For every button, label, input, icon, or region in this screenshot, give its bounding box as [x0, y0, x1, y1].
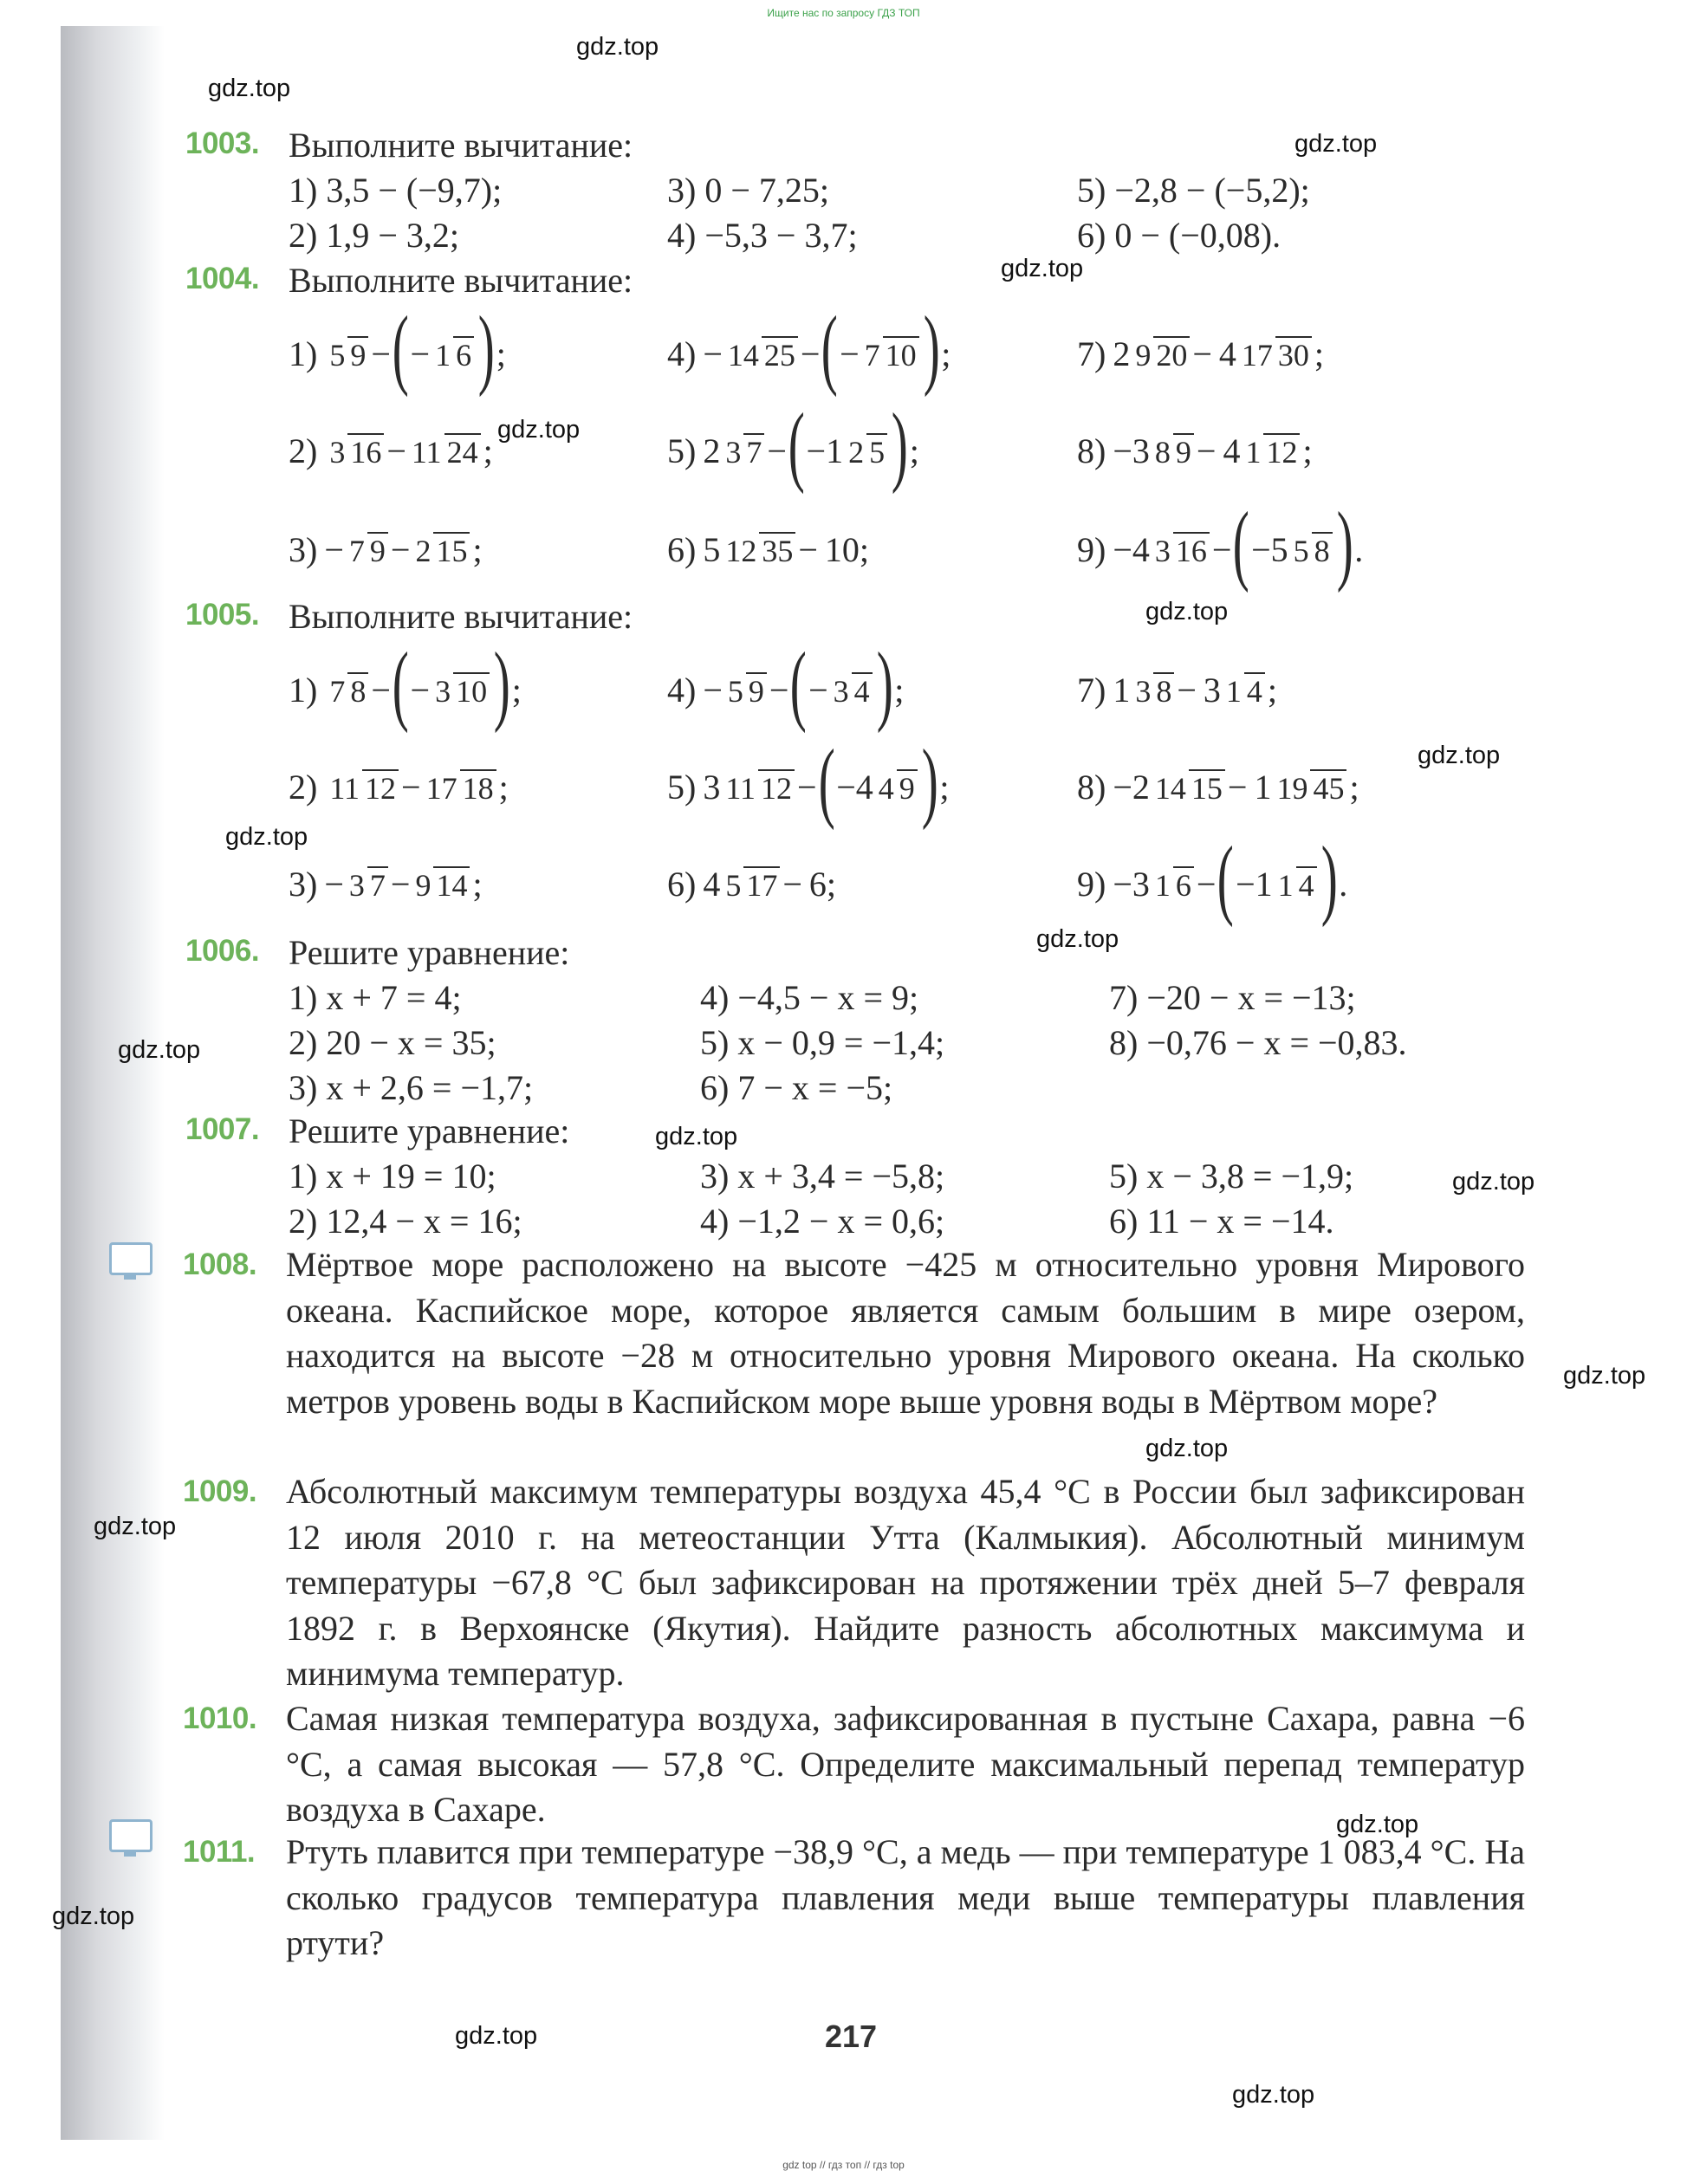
problem-number: 1008. [183, 1248, 257, 1281]
exercise-item: 3) 0 − 7,25; [667, 171, 829, 210]
expression-1005-8: 8) − 2 14 15 − 1 19 45 ; [1077, 767, 1359, 807]
problem-number: 1009. [183, 1474, 257, 1508]
watermark: gdz.top [1336, 1811, 1419, 1838]
exercise-item: 2) 20 − x = 35; [289, 1023, 496, 1062]
computer-icon [109, 1242, 152, 1275]
exercise-item: 2) 1,9 − 3,2; [289, 216, 459, 255]
expression-1005-4: 4) − 5 9 − ( − 3 4 ) ; [667, 634, 905, 734]
problem-number: 1007. [185, 1112, 260, 1146]
expression-1004-1: 1) 5 9 − ( − 1 6 ) ; [289, 298, 506, 398]
watermark: gdz.top [1001, 255, 1084, 282]
exercise-item: 1) x + 19 = 10; [289, 1157, 496, 1196]
problem-text: Абсолютный максимум температуры воздуха 45,4 °C в России был зафиксирован 12 июля 2010 г. на метеостанции Утта (Калмыкия). Абсолютный минимум температуры −67,8 °C был зафиксирован на протяжении трёх дней 5–7 февраля 1892 г. в Верхоянске (Якутия). Найдите разность абсолютных максимума и минимума температур. [286, 1472, 1525, 1693]
problem-number: 1010. [183, 1701, 257, 1735]
watermark: gdz.top [94, 1513, 177, 1540]
watermark: gdz.top [576, 33, 659, 61]
expression-1004-3: 3) − 7 9 − 2 15 ; [289, 529, 483, 569]
expression-1005-5: 5) 3 11 12 − ( − 4 4 9 ) ; [667, 731, 950, 831]
expression-1005-6: 6) 4 5 17 − 6 ; [667, 864, 837, 904]
watermark: gdz.top [1452, 1168, 1535, 1196]
exercise-item: 5) −2,8 − (−5,2); [1077, 171, 1310, 210]
problem-number: 1005. [185, 598, 260, 632]
exercise-item: 6) 7 − x = −5; [700, 1068, 893, 1107]
expression-1005-7: 7) 1 3 8 − 3 1 4 ; [1077, 670, 1278, 710]
watermark: gdz.top [1036, 925, 1119, 953]
problem-title: Выполните вычитание: [289, 597, 633, 636]
problem-text: Самая низкая температура воздуха, зафиксированная в пустыне Сахара, равна −6 °C, а самая высокая — 57,8 °C. Определите максимальный перепад температур воздуха в Сахаре. [286, 1699, 1525, 1829]
watermark: gdz.top [1294, 130, 1378, 158]
exercise-item: 8) −0,76 − x = −0,83. [1109, 1023, 1407, 1062]
exercise-item: 4) −4,5 − x = 9; [700, 978, 919, 1017]
exercise-item: 1) x + 7 = 4; [289, 978, 462, 1017]
exercise-item: 6) 0 − (−0,08). [1077, 216, 1281, 255]
problem-title: Выполните вычитание: [289, 126, 633, 165]
problem-number: 1003. [185, 126, 260, 160]
watermark: gdz.top [52, 1902, 135, 1930]
exercise-item: 3) x + 3,4 = −5,8; [700, 1157, 945, 1196]
problem-number: 1011. [183, 1835, 256, 1869]
problem-number: 1006. [185, 934, 260, 968]
expression-1004-4: 4) − 14 25 − ( − 7 10 ) ; [667, 298, 951, 398]
expression-1005-9: 9) − 3 1 6 − ( − 1 1 4 ) . [1077, 828, 1348, 928]
problem-title: Решите уравнение: [289, 1111, 570, 1150]
watermark: gdz.top [655, 1123, 738, 1150]
header-note: Ищите нас по запросу ГДЗ ТОП [767, 7, 920, 19]
exercise-item: 4) −1,2 − x = 0,6; [700, 1202, 945, 1241]
expression-1005-1: 1) 7 8 − ( − 3 10 ) ; [289, 634, 522, 734]
watermark: gdz.top [1418, 742, 1501, 769]
exercise-item: 3) x + 2,6 = −1,7; [289, 1068, 534, 1107]
exercise-item: 4) −5,3 − 3,7; [667, 216, 858, 255]
expression-1004-6: 6) 5 12 35 − 10 ; [667, 529, 870, 569]
expression-1004-5: 5) 2 3 7 − ( − 1 2 5 ) ; [667, 395, 919, 495]
exercise-item: 7) −20 − x = −13; [1109, 978, 1356, 1017]
watermark: gdz.top [497, 416, 581, 444]
expression-1004-9: 9) − 4 3 16 − ( − 5 5 8 ) . [1077, 494, 1364, 593]
expression-1005-3: 3) − 3 7 − 9 14 ; [289, 864, 483, 904]
exercise-item: 5) x − 0,9 = −1,4; [700, 1023, 945, 1062]
page-number: 217 [825, 2019, 878, 2054]
exercise-item: 6) 11 − x = −14. [1109, 1202, 1334, 1241]
problem-title: Решите уравнение: [289, 933, 570, 972]
watermark: gdz.top [208, 75, 291, 102]
watermark: gdz.top [455, 2022, 538, 2050]
watermark: gdz.top [225, 823, 308, 851]
expression-1004-8: 8) − 3 8 9 − 4 1 12 ; [1077, 431, 1313, 470]
problem-title: Выполните вычитание: [289, 261, 633, 300]
watermark: gdz.top [1145, 598, 1229, 625]
computer-icon [109, 1819, 152, 1852]
exercise-item: 5) x − 3,8 = −1,9; [1109, 1157, 1354, 1196]
exercise-item: 1) 3,5 − (−9,7); [289, 171, 503, 210]
problem-text: Ртуть плавится при температуре −38,9 °C, а медь — при температуре 1 083,4 °C. На сколько градусов температура плавления меди выше температуры плавления ртути? [286, 1832, 1525, 1962]
watermark: gdz.top [118, 1036, 201, 1064]
watermark: gdz.top [1145, 1435, 1229, 1462]
exercise-item: 2) 12,4 − x = 16; [289, 1202, 522, 1241]
watermark: gdz.top [1232, 2081, 1315, 2109]
footer-note: gdz top // гдз топ // гдз top [782, 2159, 905, 2171]
watermark: gdz.top [1563, 1362, 1646, 1390]
problem-text: Мёртвое море расположено на высоте −425 м относительно уровня Мирового океана. Каспийское море, которое является самым большим в мире озером, находится на высоте −28 м относительно уровня Мирового океана. На сколько метров уровень воды в Каспийском море выше уровня воды в Мёртвом море? [286, 1245, 1525, 1421]
expression-1004-2: 2) 3 16 − 11 24 ; [289, 431, 493, 470]
expression-1004-7: 7) 2 9 20 − 4 17 30 ; [1077, 334, 1325, 373]
problem-number: 1004. [185, 262, 260, 295]
expression-1005-2: 2) 11 12 − 17 18 ; [289, 767, 509, 807]
